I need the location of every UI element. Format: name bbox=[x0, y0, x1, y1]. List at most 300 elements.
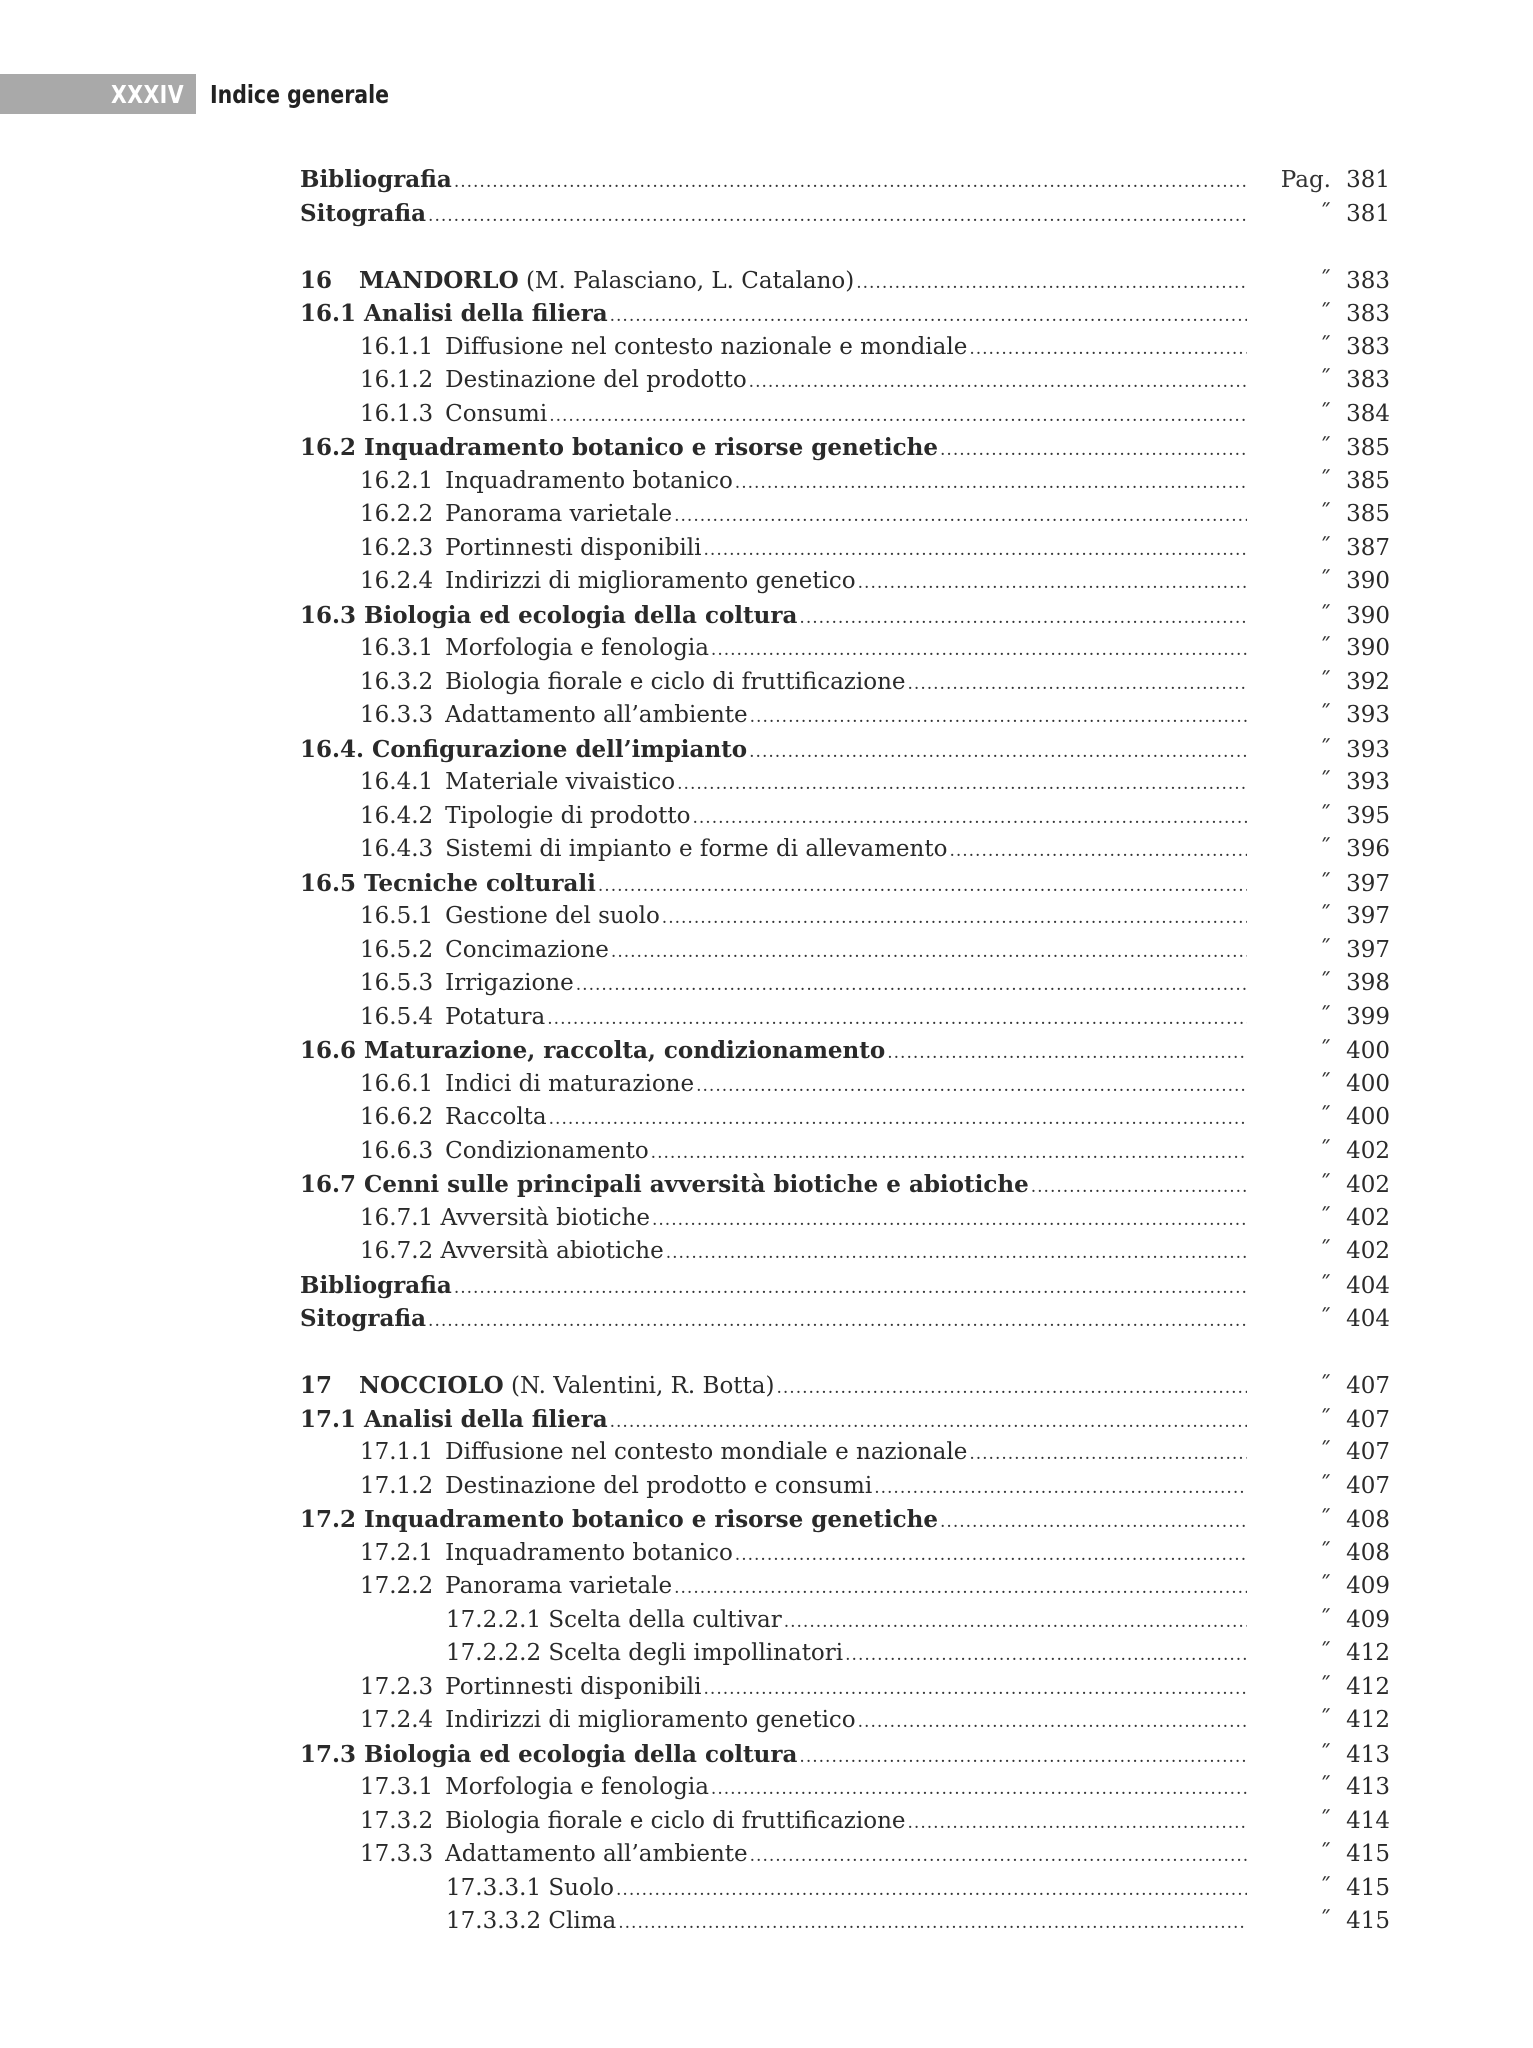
ditto-mark: ˝ bbox=[1319, 668, 1331, 695]
entry-label: Diffusione nel contesto nazionale e mondiale bbox=[445, 333, 968, 360]
page-number-ref: 402 bbox=[1346, 1238, 1390, 1264]
entry-title bbox=[300, 1604, 1247, 1640]
toc-entry[interactable] bbox=[300, 934, 1390, 968]
ditto-mark: ˝ bbox=[1319, 1406, 1331, 1433]
toc-entry[interactable] bbox=[300, 1671, 1390, 1705]
section-number: 17.3.3 bbox=[360, 1841, 434, 1867]
chapter-authors: (N. Valentini, R. Botta) bbox=[503, 1373, 775, 1399]
page-number-ref: 404 bbox=[1346, 1306, 1390, 1332]
toc-entry[interactable] bbox=[300, 1905, 1390, 1939]
entry-text bbox=[300, 1436, 967, 1470]
entry-text bbox=[300, 1101, 547, 1135]
toc-entry[interactable] bbox=[300, 398, 1390, 432]
entry-label: Irrigazione bbox=[445, 970, 574, 996]
entry-label: Condizionamento bbox=[445, 1137, 649, 1164]
entry-text bbox=[300, 398, 547, 432]
toc-entry[interactable] bbox=[300, 364, 1390, 398]
page-number-ref: 393 bbox=[1346, 736, 1390, 763]
entry-label: Bibliografia bbox=[300, 1271, 452, 1299]
ditto-mark: ˝ bbox=[1319, 870, 1331, 897]
toc-entry[interactable] bbox=[300, 1202, 1390, 1236]
section-number: 17.3.2 bbox=[360, 1807, 434, 1834]
entry-title bbox=[300, 1369, 1247, 1406]
page-number-ref: 399 bbox=[1346, 1003, 1390, 1030]
entry-label: 16.5 Tecniche colturali bbox=[300, 869, 596, 897]
entry-title bbox=[300, 1269, 1247, 1306]
entry-text bbox=[300, 666, 906, 700]
entry-title bbox=[300, 1101, 1247, 1137]
section-number: 17.2.1 bbox=[360, 1539, 434, 1566]
section-number: 16.5.2 bbox=[360, 936, 434, 963]
entry-text bbox=[300, 1135, 649, 1169]
section-number: 16.5.1 bbox=[360, 903, 434, 929]
toc-entry[interactable] bbox=[300, 1604, 1390, 1638]
page-number-ref: 412 bbox=[1346, 1673, 1390, 1700]
section-number: 16.3.1 bbox=[360, 635, 434, 661]
toc-entry[interactable] bbox=[300, 1537, 1390, 1571]
entry-title bbox=[300, 264, 1247, 301]
page-number-ref: 384 bbox=[1346, 400, 1390, 427]
page-number-ref: 385 bbox=[1346, 467, 1390, 494]
section-number: 16.1.2 bbox=[360, 367, 434, 393]
ditto-mark: ˝ bbox=[1319, 1104, 1331, 1130]
dot-leader bbox=[696, 1070, 1247, 1104]
dot-leader bbox=[887, 1037, 1247, 1071]
toc-entry[interactable] bbox=[300, 1001, 1390, 1035]
entry-title bbox=[300, 967, 1247, 1003]
toc-entry[interactable] bbox=[300, 1503, 1390, 1537]
section-number: 16.5.4 bbox=[360, 1003, 434, 1030]
entry-text bbox=[300, 1168, 1029, 1203]
ditto-mark: ˝ bbox=[1319, 1774, 1331, 1800]
page-number-ref: 409 bbox=[1346, 1606, 1390, 1633]
toc-entry[interactable] bbox=[300, 1872, 1390, 1906]
toc-entry[interactable] bbox=[300, 1269, 1390, 1303]
chapter-name: NOCCIOLO bbox=[359, 1372, 504, 1399]
entry-label: Panorama varietale bbox=[445, 501, 673, 527]
ditto-mark: ˝ bbox=[1319, 936, 1331, 963]
page-number-ref: 404 bbox=[1346, 1272, 1390, 1299]
page-number-ref: 400 bbox=[1346, 1104, 1390, 1130]
ditto-mark: ˝ bbox=[1319, 1472, 1331, 1499]
entry-text bbox=[300, 967, 574, 1001]
entry-title bbox=[300, 398, 1247, 434]
entry-text bbox=[300, 297, 608, 332]
page-number-ref: 385 bbox=[1346, 501, 1390, 527]
entry-text bbox=[300, 1872, 614, 1906]
dot-leader bbox=[704, 534, 1247, 568]
toc-entry[interactable] bbox=[300, 1034, 1390, 1068]
toc-entry[interactable] bbox=[300, 1135, 1390, 1169]
toc-entry[interactable] bbox=[300, 297, 1390, 331]
entry-label: 17.1 Analisi della filiera bbox=[300, 1405, 608, 1433]
dot-leader bbox=[949, 835, 1247, 869]
toc-entry[interactable] bbox=[300, 1168, 1390, 1202]
dot-leader bbox=[618, 1907, 1247, 1941]
dot-leader bbox=[735, 1539, 1247, 1573]
entry-label: 16.4. Configurazione dell’impianto bbox=[300, 735, 748, 763]
entry-label: Bibliografia bbox=[300, 166, 452, 193]
entry-label: Morfologia e fenologia bbox=[445, 1774, 709, 1800]
toc-entry[interactable] bbox=[300, 1068, 1390, 1102]
entry-text bbox=[300, 1704, 856, 1738]
page-number-ref: 408 bbox=[1346, 1507, 1390, 1533]
entry-label: Destinazione del prodotto e consumi bbox=[445, 1472, 873, 1499]
toc-entry[interactable] bbox=[300, 733, 1390, 767]
ditto-mark: ˝ bbox=[1319, 267, 1331, 294]
entry-label: Materiale vivaistico bbox=[445, 769, 676, 795]
ditto-mark: ˝ bbox=[1319, 1841, 1331, 1867]
page-number-ref: 415 bbox=[1346, 1908, 1390, 1934]
running-header bbox=[0, 74, 428, 114]
entry-title bbox=[300, 1068, 1247, 1104]
entry-text bbox=[300, 1068, 694, 1102]
ditto-mark: ˝ bbox=[1319, 836, 1331, 862]
page-number-ref: 396 bbox=[1346, 836, 1390, 862]
entry-title bbox=[300, 498, 1247, 534]
entry-title bbox=[300, 197, 1247, 234]
entry-title bbox=[300, 599, 1247, 636]
dot-leader bbox=[651, 1137, 1247, 1171]
page-number-ref: 402 bbox=[1346, 1172, 1390, 1198]
toc-entry[interactable] bbox=[300, 431, 1390, 465]
page-number-ref: 400 bbox=[1346, 1038, 1390, 1064]
dot-leader bbox=[711, 1773, 1247, 1807]
section-number: 16.4.3 bbox=[360, 836, 434, 862]
entry-label: Panorama varietale bbox=[445, 1573, 673, 1599]
entry-label: Diffusione nel contesto mondiale e nazionale bbox=[445, 1439, 968, 1465]
ditto-mark: ˝ bbox=[1319, 970, 1331, 996]
entry-title bbox=[300, 1202, 1247, 1238]
entry-text bbox=[300, 733, 747, 768]
entry-title bbox=[300, 465, 1247, 501]
toc-entry[interactable] bbox=[300, 800, 1390, 834]
entry-title bbox=[300, 733, 1247, 770]
section-number: 16.2.1 bbox=[360, 467, 434, 494]
toc-entry[interactable] bbox=[300, 967, 1390, 1001]
page-number-ref: 415 bbox=[1346, 1841, 1390, 1867]
toc-entry[interactable] bbox=[300, 632, 1390, 666]
entry-title bbox=[300, 1403, 1247, 1440]
ditto-mark: ˝ bbox=[1319, 1874, 1331, 1901]
entry-title bbox=[300, 1034, 1247, 1071]
entry-label: 16.7.1 Avversità biotiche bbox=[360, 1204, 650, 1231]
page-number-ref: 393 bbox=[1346, 702, 1390, 728]
entry-title bbox=[300, 1637, 1247, 1673]
page-number: XXXIV bbox=[111, 79, 184, 109]
entry-label: Adattamento all’ambiente bbox=[445, 702, 748, 728]
section-number: 17.2.3 bbox=[360, 1673, 434, 1700]
dot-leader bbox=[799, 1741, 1247, 1775]
page-number-ref: 402 bbox=[1346, 1204, 1390, 1231]
section-number: 16.3.2 bbox=[360, 668, 434, 695]
toc-entry[interactable] bbox=[300, 833, 1390, 867]
entry-text bbox=[300, 197, 426, 232]
dot-leader bbox=[677, 768, 1247, 802]
entry-label: Gestione del suolo bbox=[445, 903, 660, 929]
entry-title bbox=[300, 1838, 1247, 1874]
entry-text bbox=[300, 498, 672, 532]
toc-entry[interactable] bbox=[300, 699, 1390, 733]
entry-text bbox=[300, 699, 748, 733]
page-number-ref: 415 bbox=[1346, 1874, 1390, 1901]
ditto-mark: ˝ bbox=[1319, 1306, 1331, 1332]
page-number-ref: 407 bbox=[1346, 1406, 1390, 1433]
entry-label: Destinazione del prodotto bbox=[445, 367, 747, 393]
dot-leader bbox=[750, 1840, 1247, 1874]
entry-title bbox=[300, 900, 1247, 936]
entry-text bbox=[300, 1470, 872, 1504]
page-number-ref: 387 bbox=[1346, 534, 1390, 561]
entry-title bbox=[300, 867, 1247, 904]
ditto-mark: ˝ bbox=[1319, 435, 1331, 461]
toc-entry[interactable] bbox=[300, 197, 1390, 231]
dot-leader bbox=[749, 366, 1247, 400]
entry-text bbox=[300, 431, 938, 466]
entry-label: Portinnesti disponibili bbox=[445, 534, 702, 561]
entry-title bbox=[300, 934, 1247, 970]
dot-leader bbox=[969, 333, 1247, 367]
entry-text bbox=[300, 900, 660, 934]
dot-leader bbox=[610, 300, 1247, 334]
dot-leader bbox=[547, 1003, 1247, 1037]
entry-label: Morfologia e fenologia bbox=[445, 635, 709, 661]
toc-entry[interactable] bbox=[300, 532, 1390, 566]
entry-label: 16.2 Inquadramento botanico e risorse genetiche bbox=[300, 434, 939, 461]
entry-label: 17.3.3.2 Clima bbox=[446, 1908, 617, 1934]
ditto-mark: ˝ bbox=[1319, 1741, 1331, 1768]
entry-label: 16.7.2 Avversità abiotiche bbox=[360, 1238, 664, 1264]
section-number: 16.1.3 bbox=[360, 400, 434, 427]
entry-label: Sistemi di impianto e forme di allevamento bbox=[445, 836, 948, 862]
pag-label: Pag. bbox=[1280, 167, 1331, 193]
page-number-ref: 385 bbox=[1346, 435, 1390, 461]
entry-label: Biologia fiorale e ciclo di fruttificazione bbox=[445, 1807, 906, 1834]
entry-text bbox=[300, 1570, 672, 1604]
entry-text bbox=[300, 1637, 843, 1671]
entry-text bbox=[300, 867, 596, 902]
toc-entry[interactable] bbox=[300, 1570, 1390, 1604]
page-number-ref: 381 bbox=[1346, 200, 1390, 227]
entry-label: Potatura bbox=[445, 1003, 546, 1030]
entry-label: Consumi bbox=[445, 400, 548, 427]
entry-text bbox=[300, 264, 854, 299]
section-number: 16.2.3 bbox=[360, 534, 434, 561]
ditto-mark: ˝ bbox=[1319, 1137, 1331, 1164]
ditto-mark: ˝ bbox=[1319, 1807, 1331, 1834]
toc-entry[interactable] bbox=[300, 867, 1390, 901]
dot-leader bbox=[662, 902, 1247, 936]
toc-entry[interactable] bbox=[300, 1771, 1390, 1805]
entry-title bbox=[300, 1302, 1247, 1339]
toc-entry[interactable] bbox=[300, 1805, 1390, 1839]
page-number-ref: 408 bbox=[1346, 1539, 1390, 1566]
entry-label: Indirizzi di miglioramento genetico bbox=[445, 568, 856, 594]
toc-entry[interactable] bbox=[300, 1235, 1390, 1269]
entry-title bbox=[300, 1704, 1247, 1740]
ditto-mark: ˝ bbox=[1319, 568, 1331, 594]
ditto-mark: ˝ bbox=[1319, 1204, 1331, 1231]
entry-text bbox=[300, 833, 947, 867]
dot-leader bbox=[666, 1237, 1247, 1271]
entry-label: Biologia fiorale e ciclo di fruttificazione bbox=[445, 668, 906, 695]
ditto-mark: ˝ bbox=[1319, 1172, 1331, 1198]
page-number-ref: 407 bbox=[1346, 1439, 1390, 1465]
dot-leader bbox=[549, 1103, 1247, 1137]
ditto-mark: ˝ bbox=[1319, 333, 1331, 360]
page-number-ref: 397 bbox=[1346, 903, 1390, 929]
ditto-mark: ˝ bbox=[1319, 1439, 1331, 1465]
entry-text bbox=[300, 1403, 608, 1438]
entry-text bbox=[300, 599, 797, 634]
page-number-ref: 414 bbox=[1346, 1807, 1390, 1834]
dot-leader bbox=[674, 500, 1247, 534]
section-number: 17.2.4 bbox=[360, 1707, 434, 1733]
toc-entry[interactable] bbox=[300, 1403, 1390, 1437]
entry-label: 17.2 Inquadramento botanico e risorse genetiche bbox=[300, 1506, 939, 1533]
toc-entry[interactable] bbox=[300, 1704, 1390, 1738]
ditto-mark: ˝ bbox=[1319, 903, 1331, 929]
page-number-ref: 395 bbox=[1346, 802, 1390, 829]
entry-label: 16.6 Maturazione, raccolta, condizionamento bbox=[300, 1037, 886, 1064]
toc-entry[interactable] bbox=[300, 1101, 1390, 1135]
toc-entry[interactable] bbox=[300, 766, 1390, 800]
entry-text bbox=[300, 1001, 545, 1035]
page-number-ref: 398 bbox=[1346, 970, 1390, 996]
entry-text bbox=[300, 331, 967, 365]
ditto-mark: ˝ bbox=[1319, 802, 1331, 829]
ditto-mark: ˝ bbox=[1319, 400, 1331, 427]
entry-title bbox=[300, 1905, 1247, 1941]
toc-entry[interactable] bbox=[300, 900, 1390, 934]
ditto-mark: ˝ bbox=[1319, 501, 1331, 527]
page-number-ref: 383 bbox=[1346, 267, 1390, 294]
entry-text bbox=[300, 565, 856, 599]
ditto-mark: ˝ bbox=[1319, 635, 1331, 661]
toc-entry[interactable] bbox=[300, 264, 1390, 298]
page-number-ref: 413 bbox=[1346, 1774, 1390, 1800]
dot-leader bbox=[616, 1874, 1247, 1908]
entry-title bbox=[300, 800, 1247, 836]
entry-title bbox=[300, 297, 1247, 334]
entry-title bbox=[300, 565, 1247, 601]
toc-entry[interactable] bbox=[300, 1637, 1390, 1671]
entry-label: Raccolta bbox=[445, 1104, 547, 1130]
page-number-ref: 407 bbox=[1346, 1472, 1390, 1499]
ditto-mark: ˝ bbox=[1319, 301, 1331, 327]
dot-leader bbox=[1031, 1171, 1247, 1205]
dot-leader bbox=[454, 166, 1247, 200]
entry-label: Portinnesti disponibili bbox=[445, 1673, 702, 1700]
entry-title bbox=[300, 331, 1247, 367]
section-number: 17.1.1 bbox=[360, 1439, 434, 1465]
entry-text bbox=[300, 1269, 452, 1304]
ditto-mark: ˝ bbox=[1319, 1539, 1331, 1566]
ditto-mark: ˝ bbox=[1319, 1573, 1331, 1599]
ditto-mark: ˝ bbox=[1319, 1640, 1331, 1666]
toc-entry[interactable] bbox=[300, 1738, 1390, 1772]
toc-entry[interactable] bbox=[300, 498, 1390, 532]
dot-leader bbox=[735, 467, 1247, 501]
toc-entry[interactable] bbox=[300, 1369, 1390, 1403]
section-number: 16.4.2 bbox=[360, 802, 434, 829]
entry-text bbox=[300, 632, 709, 666]
page-number-ref: 390 bbox=[1346, 602, 1390, 629]
toc-entry[interactable] bbox=[300, 1470, 1390, 1504]
toc-entry[interactable] bbox=[300, 465, 1390, 499]
entry-title bbox=[300, 1771, 1247, 1807]
section-number: 16.3.3 bbox=[360, 702, 434, 728]
entry-title bbox=[300, 1135, 1247, 1171]
dot-leader bbox=[428, 1305, 1247, 1339]
ditto-mark: ˝ bbox=[1319, 1373, 1331, 1399]
toc-entry[interactable] bbox=[300, 1302, 1390, 1336]
entry-label: 16.7 Cenni sulle principali avversità biotiche e abiotiche bbox=[300, 1171, 1029, 1198]
entry-label: Indirizzi di miglioramento genetico bbox=[445, 1707, 856, 1733]
dot-leader bbox=[576, 969, 1247, 1003]
section-number: 16.6.3 bbox=[360, 1137, 434, 1164]
entry-label: Inquadramento botanico bbox=[445, 1539, 733, 1566]
page-number-ref: 413 bbox=[1346, 1741, 1390, 1768]
page-number-ref: 390 bbox=[1346, 568, 1390, 594]
toc-entry[interactable] bbox=[300, 163, 1390, 197]
ditto-mark: ˝ bbox=[1319, 1003, 1331, 1030]
dot-leader bbox=[874, 1472, 1247, 1506]
entry-label: 16.3 Biologia ed ecologia della coltura bbox=[300, 601, 798, 629]
toc-entry[interactable] bbox=[300, 1838, 1390, 1872]
entry-text bbox=[300, 364, 747, 398]
dot-leader bbox=[428, 200, 1247, 234]
dot-leader bbox=[799, 602, 1247, 636]
page-number-ref: 400 bbox=[1346, 1070, 1390, 1097]
ditto-mark: ˝ bbox=[1319, 1673, 1331, 1700]
ditto-mark: ˝ bbox=[1319, 367, 1331, 393]
ditto-mark: ˝ bbox=[1319, 467, 1331, 494]
entry-title bbox=[300, 833, 1247, 869]
dot-leader bbox=[784, 1606, 1247, 1640]
entry-title bbox=[300, 1872, 1247, 1908]
dot-leader bbox=[674, 1572, 1247, 1606]
section-number: 16.1.1 bbox=[360, 333, 434, 360]
page-number-ref: 412 bbox=[1346, 1707, 1390, 1733]
toc-entry[interactable] bbox=[300, 1436, 1390, 1470]
dot-leader bbox=[969, 1438, 1247, 1472]
page-number-ref: 397 bbox=[1346, 870, 1390, 897]
spacer bbox=[300, 230, 1390, 264]
entry-text bbox=[300, 532, 702, 566]
dot-leader bbox=[750, 701, 1247, 735]
entry-title bbox=[300, 364, 1247, 400]
section-number: 16.5.3 bbox=[360, 970, 434, 996]
toc-entry[interactable] bbox=[300, 331, 1390, 365]
toc-entry[interactable] bbox=[300, 666, 1390, 700]
entry-text bbox=[300, 1805, 906, 1839]
entry-title bbox=[300, 163, 1247, 200]
dot-leader bbox=[611, 936, 1247, 970]
entry-text bbox=[300, 1604, 782, 1638]
entry-title bbox=[300, 1570, 1247, 1606]
entry-text bbox=[300, 1537, 733, 1571]
chapter-number: 16 bbox=[300, 266, 333, 294]
entry-title bbox=[300, 532, 1247, 568]
toc-entry[interactable] bbox=[300, 599, 1390, 633]
entry-title bbox=[300, 1168, 1247, 1205]
entry-label: Inquadramento botanico bbox=[445, 467, 733, 494]
entry-text bbox=[300, 1771, 709, 1805]
dot-leader bbox=[940, 1506, 1247, 1540]
toc-entry[interactable] bbox=[300, 565, 1390, 599]
page-number-ref: 397 bbox=[1346, 936, 1390, 963]
